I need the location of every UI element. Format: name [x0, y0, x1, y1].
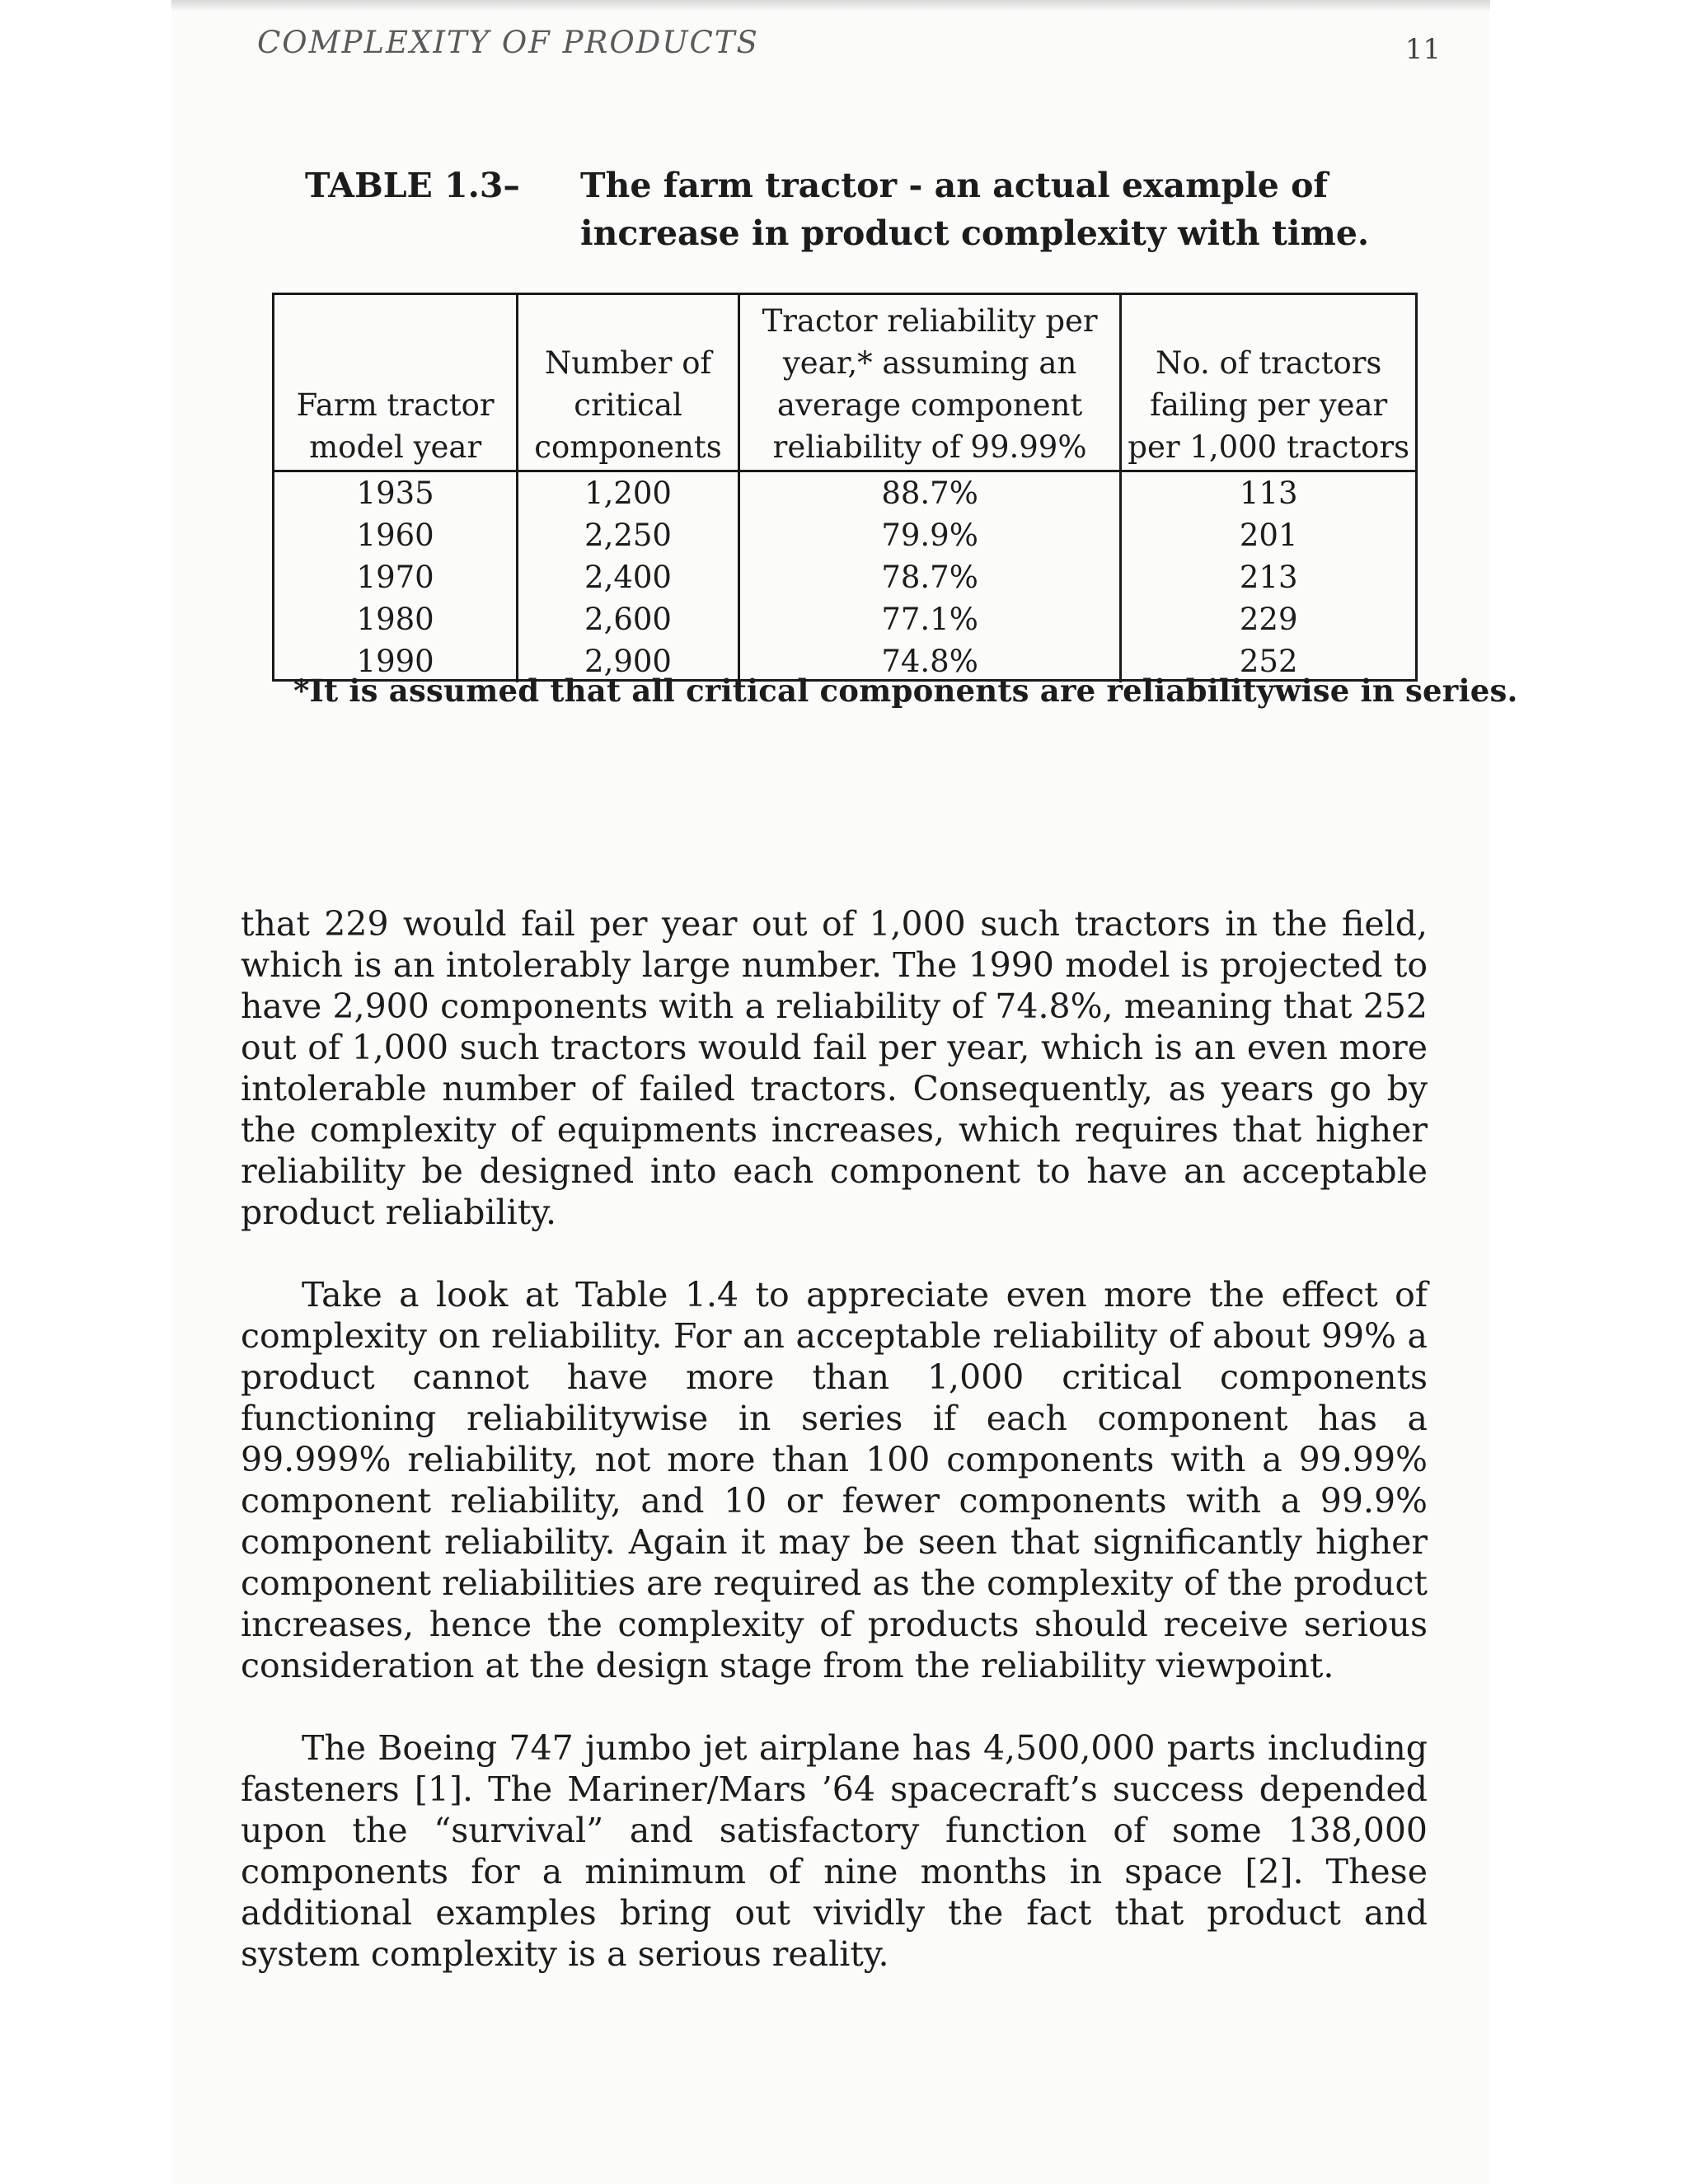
cell-tractor-reliability: 79.9% [738, 514, 1121, 556]
cell-critical-components: 2,250 [518, 514, 738, 556]
table-row [274, 598, 1415, 640]
paragraph: Take a look at Table 1.4 to appreciate even more the effect of complexity on reliability. For an acceptable reliability of about 99% a product cannot have more than 1,000 critical components functioning reliabilitywise in series if each component has a 99.999% reliability, not more than 100 components with a 99.99% component reliability, and 10 or fewer components with a 99.9% component reliability. Again it may be seen that significantly higher component reliabilities are required as the complexity of the product increases, hence the complexity of products should receive serious consideration at the design stage from the reliability viewpoint. [241, 1275, 1428, 1685]
cell-model-year: 1970 [356, 560, 434, 595]
cell-critical-components: 2,400 [518, 556, 738, 598]
cell-tractor-reliability: 77.1% [738, 598, 1121, 640]
cell-tractors-failing: 201 [1121, 514, 1415, 556]
cell-model-year: 1935 [356, 476, 434, 511]
column-header-critical-components: Number of critical components [518, 295, 738, 471]
tractor-complexity-table [272, 293, 1418, 682]
table-header-row [274, 295, 1415, 471]
column-header-tractors-failing: No. of tractors failing per year per 1,000 tractors [1121, 295, 1415, 471]
table-caption-text: The farm tractor - an actual example of increase in product complexity with time. [580, 166, 1370, 253]
cell-tractor-reliability: 78.7% [738, 556, 1121, 598]
cell-critical-components: 1,200 [518, 471, 738, 515]
cell-tractors-failing: 229 [1121, 598, 1415, 640]
cell-model-year: 1980 [356, 602, 434, 637]
body-text [241, 903, 1428, 2016]
table-row [274, 556, 1415, 598]
table-caption-label: TABLE 1.3– [305, 166, 520, 205]
cell-tractors-failing: 213 [1121, 556, 1415, 598]
cell-model-year: 1960 [356, 518, 434, 553]
paragraph: The Boeing 747 jumbo jet airplane has 4,500,000 parts including fasteners [1]. The Mariner/Mars ’64 spacecraft’s success depended upon the “survival” and satisfactory function of some 138,000 components for a minimum of nine months in space [2]. These additional examples bring out vividly the fact that product and system complexity is a serious reality. [241, 1728, 1428, 1974]
table-row [274, 514, 1415, 556]
cell-critical-components: 2,600 [518, 598, 738, 640]
cell-model-year: 1990 [356, 644, 434, 679]
cell-tractors-failing: 252 [1121, 640, 1415, 682]
cell-tractor-reliability: 88.7% [738, 471, 1121, 515]
column-header-tractor-reliability: Tractor reliability per year,* assuming an average component reliability of 99.99% [738, 295, 1121, 471]
cell-tractors-failing: 113 [1121, 471, 1415, 515]
running-head: COMPLEXITY OF PRODUCTS [257, 25, 759, 60]
page-top-shadow [171, 0, 1490, 12]
cell-critical-components: 2,900 [518, 640, 738, 682]
table-footnote: *It is assumed that all critical components are reliabilitywise in series. [293, 673, 1518, 709]
table-row [274, 471, 1415, 515]
column-header-model-year: Farm tractor model year [274, 295, 518, 471]
cell-tractor-reliability: 74.8% [738, 640, 1121, 682]
paragraph: that 229 would fail per year out of 1,000 such tractors in the field, which is an intolerably large number. The 1990 model is projected to have 2,900 components with a reliability of 74.8%, meaning that 252 out of 1,000 such tractors would fail per year, which is an even more intolerable number of failed tractors. Consequently, as years go by the complexity of equipments increases, which requires that higher reliability be designed into each component to have an acceptable product reliability. [241, 904, 1428, 1232]
page-number: 11 [1404, 33, 1441, 66]
